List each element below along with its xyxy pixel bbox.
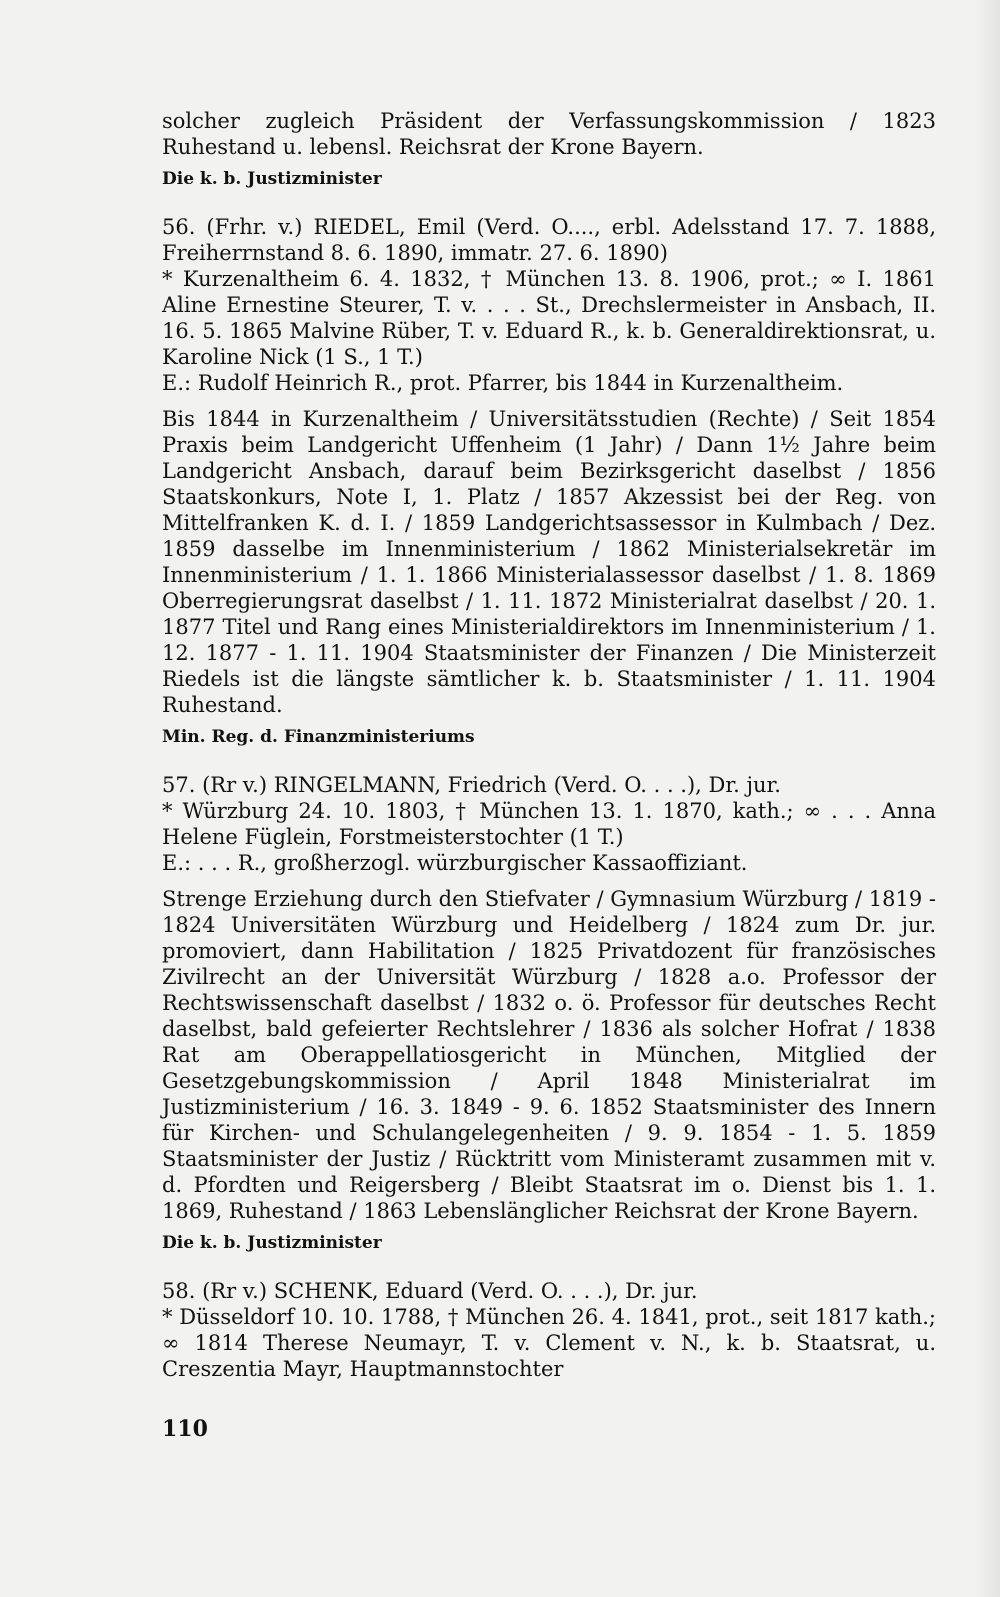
- entry-56-birth: * Kurzenaltheim 6. 4. 1832, † München 13. 8. 1906, prot.; ∞ I. 1861 Aline Ernestine Steurer, T. v. . . . St., Drechslermeister in Ansbach, II. 16. 5. 1865 Malvine Rüber, T. v. Eduard R., k. b. Generaldirektionsrat, u. Karoline Nick (1 S., 1 T.): [162, 267, 936, 369]
- paragraph-intro: solcher zugleich Präsident der Verfassungskommission / 1823 Ruhestand u. lebensl. Reichsrat der Krone Bayern.: [162, 109, 936, 159]
- spacer: [162, 190, 936, 214]
- entry-57-label: Die k. b. Justizminister: [162, 1233, 382, 1253]
- section-label: Die k. b. Justizminister: [162, 169, 382, 189]
- spacer: [162, 396, 936, 406]
- spacer: [162, 748, 936, 772]
- entry-58-heading: 58. (Rr v.) SCHENK, Eduard (Verd. O. . . .), Dr. jur.: [162, 1279, 698, 1303]
- spacer: [162, 876, 936, 886]
- page-edge-shadow: [974, 0, 1000, 1597]
- spacer: [162, 160, 936, 168]
- entry-56-heading: 56. (Frhr. v.) RIEDEL, Emil (Verd. O...., erbl. Adelsstand 17. 7. 1888, Freiherrnstand 8. 6. 1890, immatr. 27. 6. 1890): [162, 215, 936, 265]
- spacer: [162, 1254, 936, 1278]
- spacer: [162, 718, 936, 726]
- page-number: 110: [162, 1416, 208, 1442]
- entry-56-label: Min. Reg. d. Finanzministeriums: [162, 727, 475, 747]
- spacer: [162, 1224, 936, 1232]
- entry-56-parents: E.: Rudolf Heinrich R., prot. Pfarrer, bis 1844 in Kurzenaltheim.: [162, 371, 844, 395]
- entry-56-career: Bis 1844 in Kurzenaltheim / Universitätsstudien (Rechte) / Seit 1854 Praxis beim Landgericht Uffenheim (1 Jahr) / Dann 1½ Jahre beim Landgericht Ansbach, darauf beim Bezirksgericht daselbst / 1856 Staatskonkurs, Note I, 1. Platz / 1857 Akzessist bei der Reg. von Mittelfranken K. d. I. / 1859 Landgerichtsassessor in Kulmbach / Dez. 1859 dasselbe im Innenministerium / 1862 Ministerialsekretär im Innenministerium / 1. 1. 1866 Ministerialassessor daselbst / 1. 8. 1869 Oberregierungsrat daselbst / 1. 11. 1872 Ministerialrat daselbst / 20. 1. 1877 Titel und Rang eines Ministerialdirektors im Innenministerium / 1. 12. 1877 - 1. 11. 1904 Staatsminister der Finanzen / Die Ministerzeit Riedels ist die längste sämtlicher k. b. Staatsminister / 1. 11. 1904 Ruhestand.: [162, 407, 936, 717]
- entry-57-career: Strenge Erziehung durch den Stiefvater / Gymnasium Würzburg / 1819 - 1824 Universitäten Würzburg und Heidelberg / 1824 zum Dr. jur. promoviert, dann Habilitation / 1825 Privatdozent für französisches Zivilrecht an der Universität Würzburg / 1828 a.o. Professor der Rechtswissenschaft daselbst / 1832 o. ö. Professor für deutsches Recht daselbst, bald gefeierter Rechtslehrer / 1836 als solcher Hofrat / 1838 Rat am Oberappellatiosgericht in München, Mitglied der Gesetzgebungskommission / April 1848 Ministerialrat im Justizministerium / 16. 3. 1849 - 9. 6. 1852 Staatsminister des Innern für Kirchen- und Schulangelegenheiten / 9. 9. 1854 - 1. 5. 1859 Staatsminister der Justiz / Rücktritt vom Ministeramt zusammen mit v. d. Pfordten und Reigersberg / Bleibt Staatsrat im o. Dienst bis 1. 1. 1869, Ruhestand / 1863 Lebenslänglicher Reichsrat der Krone Bayern.: [162, 887, 936, 1223]
- entry-57-parents: E.: . . . R., großherzogl. würzburgischer Kassaoffiziant.: [162, 851, 748, 875]
- entry-57-heading: 57. (Rr v.) RINGELMANN, Friedrich (Verd. O. . . .), Dr. jur.: [162, 773, 781, 797]
- page-text-block: [162, 108, 936, 1382]
- entry-57-birth: * Würzburg 24. 10. 1803, † München 13. 1. 1870, kath.; ∞ . . . Anna Helene Füglein, Forstmeisterstochter (1 T.): [162, 799, 936, 849]
- entry-58-birth: * Düsseldorf 10. 10. 1788, † München 26. 4. 1841, prot., seit 1817 kath.; ∞ 1814 Therese Neumayr, T. v. Clement v. N., k. b. Staatsrat, u. Creszentia Mayr, Hauptmannstochter: [162, 1305, 936, 1381]
